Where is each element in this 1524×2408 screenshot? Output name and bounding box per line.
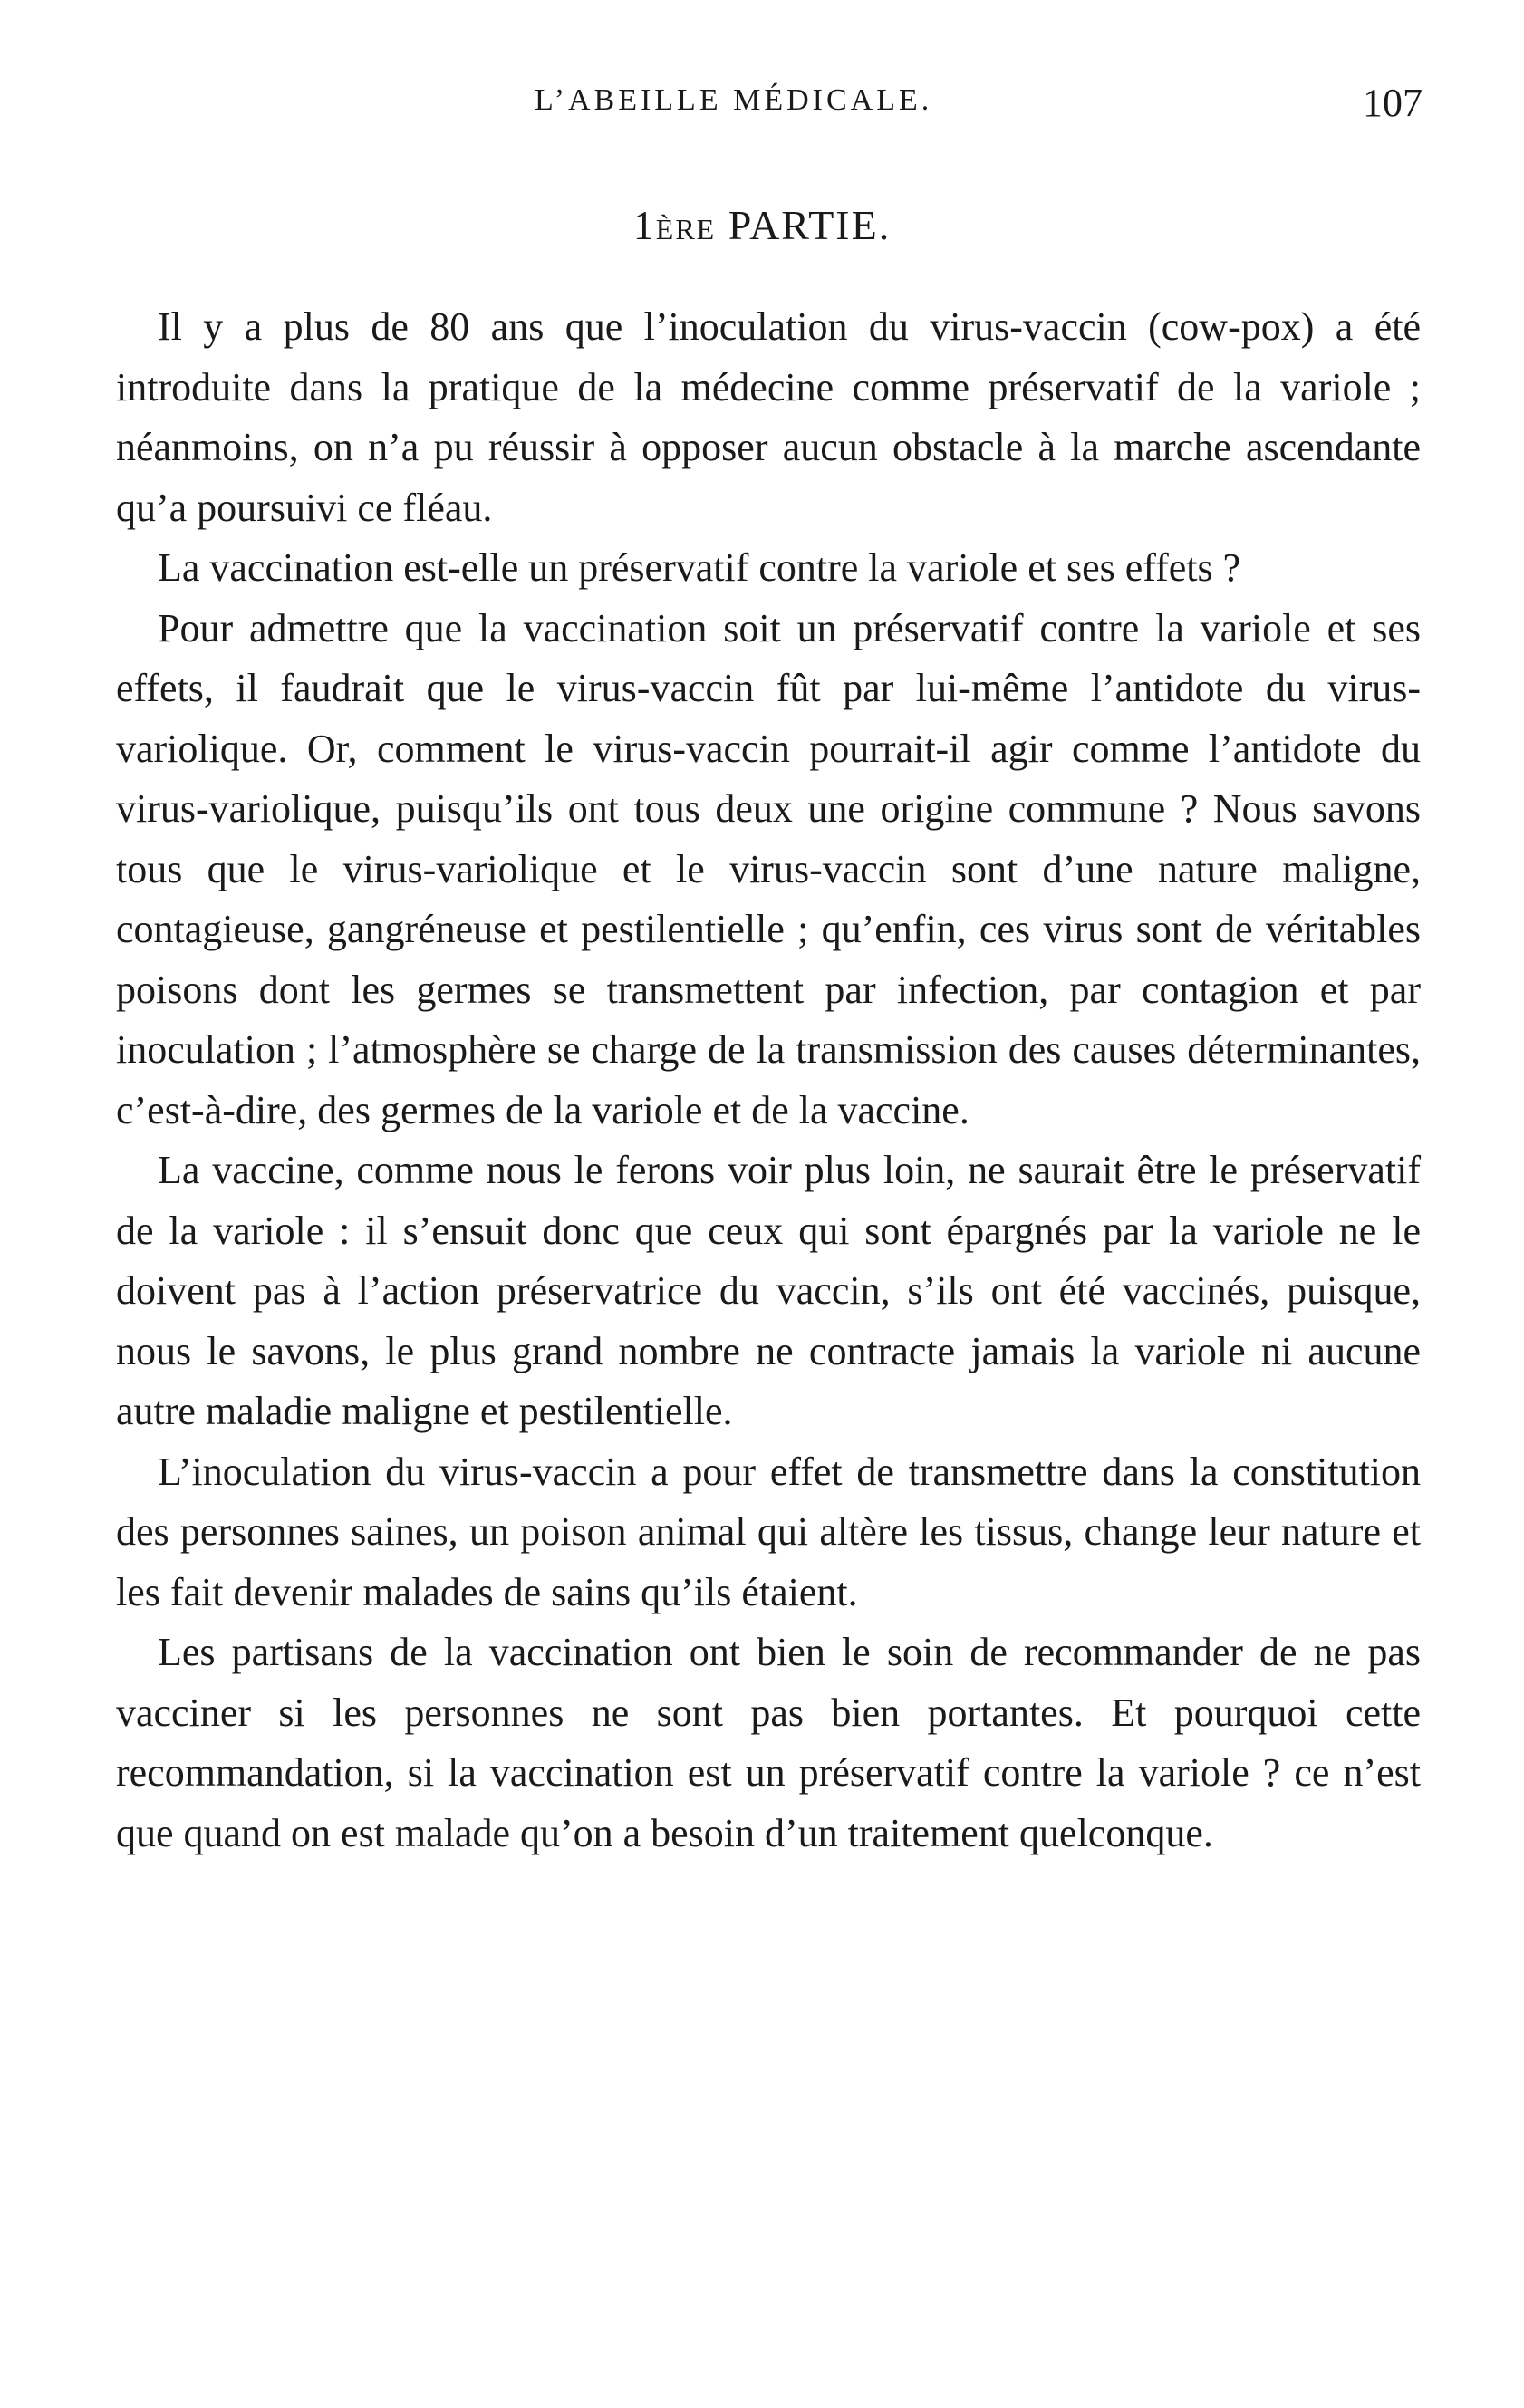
paragraph: Il y a plus de 80 ans que l’inoculation du virus-vaccin (cow-pox) a été introduite dans la pratique de la médecine comme préservatif de la variole ; néanmoins, on n’a pu réussir à opposer aucun obstacle à la marche ascendante qu’a poursuivi ce fléau. <box>116 304 1421 530</box>
section-title: 1ère PARTIE. <box>632 202 892 248</box>
running-header: L’ABEILLE MÉDICALE. <box>535 83 933 117</box>
page-number: 107 <box>1363 81 1423 125</box>
paragraph: La vaccine, comme nous le ferons voir plus loin, ne saurait être le préservatif de la variole : il s’ensuit donc que ceux qui sont épargnés par la variole ne le doivent pas à l’action préservatrice du vaccin, s’ils ont été vaccinés, puisque, nous le savons, le plus grand nombre ne contracte jamais la variole ni aucune autre maladie maligne et pestilentielle. <box>116 1148 1421 1433</box>
paragraph: L’inoculation du virus-vaccin a pour effet de transmettre dans la constitution des personnes saines, un poison animal qui altère les tissus, change leur nature et les fait devenir malades de sains qu’ils étaient. <box>116 1449 1421 1614</box>
paragraph: Les partisans de la vaccination ont bien le soin de recommander de ne pas vacciner si les personnes ne sont pas bien portantes. Et pourquoi cette recommandation, si la vaccination est un préservatif contre la variole ? ce n’est que quand on est malade qu’on a besoin d’un traitement quelconque. <box>116 1630 1421 1855</box>
paragraph: La vaccination est-elle un préservatif contre la variole et ses effets ? <box>158 545 1241 590</box>
body-text <box>116 297 1421 1864</box>
paragraph: Pour admettre que la vaccination soit un préservatif contre la variole et ses effets, il faudrait que le virus-vaccin fût par lui-même l’antidote du virus-variolique. Or, comment le virus-vaccin pourrait-il agir comme l’antidote du virus-variolique, puisqu’ils ont tous deux une origine commune ? Nous savons tous que le virus-variolique et le virus-vaccin sont d’une nature maligne, contagieuse, gangréneuse et pestilentielle ; qu’enfin, ces virus sont de véritables poisons dont les germes se transmettent par infection, par contagion et par inoculation ; l’atmosphère se charge de la transmission des causes déterminantes, c’est-à-dire, des germes de la variole et de la vaccine. <box>116 605 1421 1132</box>
